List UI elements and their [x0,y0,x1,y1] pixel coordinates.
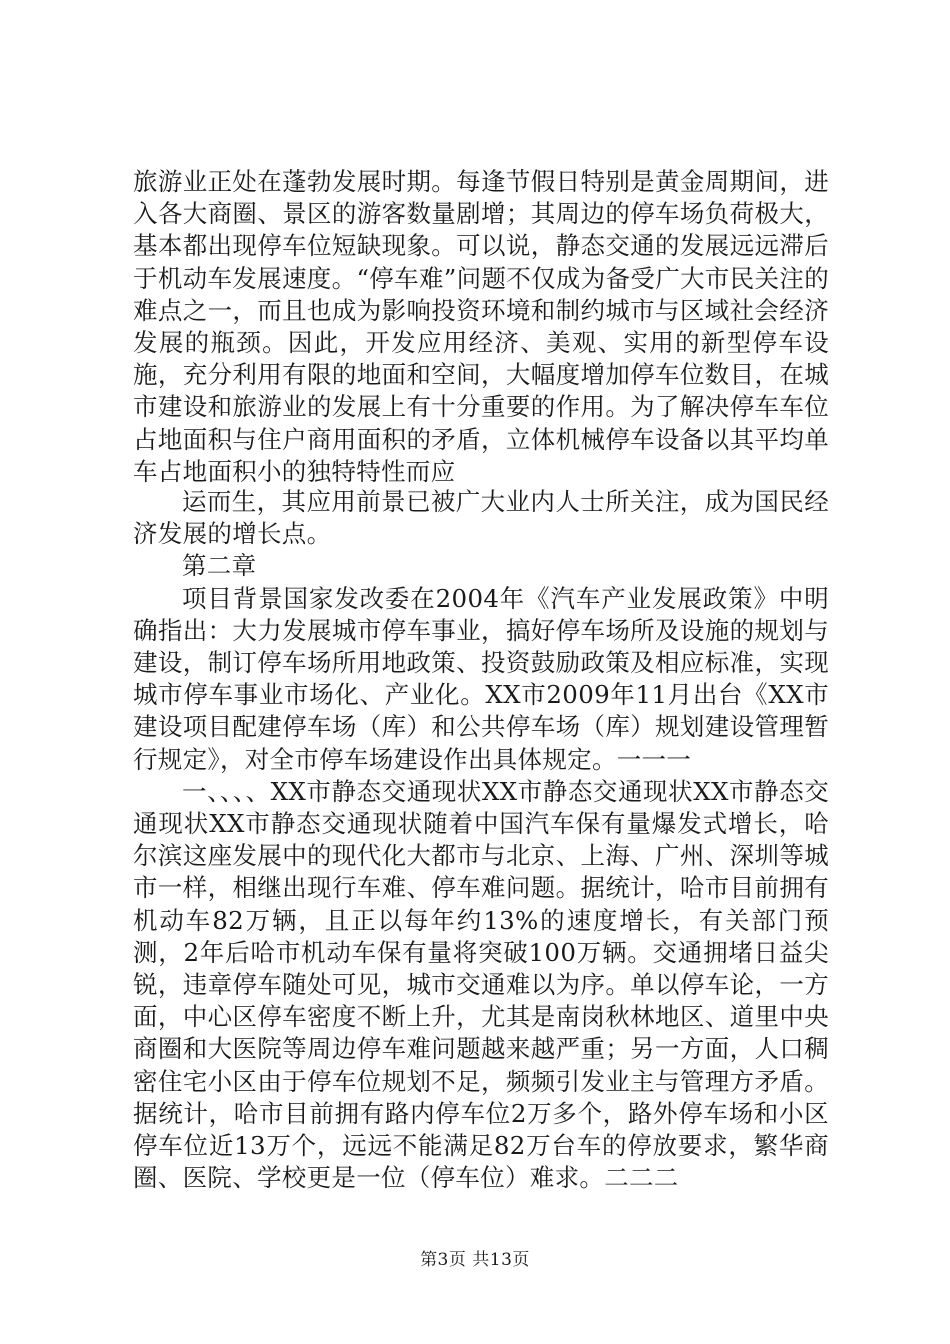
paragraph-tourism: 旅游业正处在蓬勃发展时期。每逢节假日特别是黄金周期间，进入各大商圈、景区的游客数量剧增；其周边的停车场负荷极大，基本都出现停车位短缺现象。可以说，静态交通的发展远远滞后于机动车发展速度。“停车难”问题不仅成为备受广大市民关注的难点之一，而且也成为影响投资环境和制约城市与区域社会经济发展的瓶颈。因此，开发应用经济、美观、实用的新型停车设施，充分利用有限的地面和空间，大幅度增加停车位数目，在城市建设和旅游业的发展上有十分重要的作用。为了解决停车车位占地面积与住户商用面积的矛盾，立体机械停车设备以其平均单车占地面积小的独特特性而应 [133,167,829,486]
text-block-intro [133,166,829,488]
chapter-heading: 第二章 [182,551,257,581]
page-number-label: 第3页 共13页 [420,1250,530,1270]
paragraph-status: 一、、、、XX市静态交通现状XX市静态交通现状XX市静态交通现状XX市静态交通现状随着中国汽车保有量爆发式增长，哈尔滨这座发展中的现代化大都市与北京、上海、广州、深圳等城市一样，相继出现行车难、停车难问题。据统计，哈市目前拥有机动车82万辆，且正以每年约13%的速度增长，有关部门预测，2年后哈市机动车保有量将突破100万辆。交通拥堵日益尖锐，违章停车随处可见，城市交通难以为序。单以停车论，一方面，中心区停车密度不断上升，尤其是南岗秋林地区、道里中央商圈和大医院等周边停车难问题越来越严重；另一方面，人口稠密住宅小区由于停车位规划不足，频频引发业主与管理方矛盾。据统计，哈市目前拥有路内停车位2万多个，路外停车场和小区停车位近13万个，远远不能满足82万台车的停放要求，繁华商圈、医院、学校更是一位（停车位）难求。二二二 [133,776,829,1193]
text-block-main [133,486,829,1194]
paragraph-background: 项目背景国家发改委在2004年《汽车产业发展政策》中明确指出：大力发展城市停车事业，搞好停车场所及设施的规划与建设，制订停车场所用地政策、投资鼓励政策及相应标准，实现城市停车事业市场化、产业化。XX市2009年11月出台《XX市建设项目配建停车场（库）和公共停车场（库）规划建设管理暂行规定》，对全市停车场建设作出具体规定。一一一 [133,583,829,774]
paragraph-continue: 运而生，其应用前景已被广大业内人士所关注，成为国民经济发展的增长点。 [133,487,829,549]
page-footer [0,1245,950,1270]
